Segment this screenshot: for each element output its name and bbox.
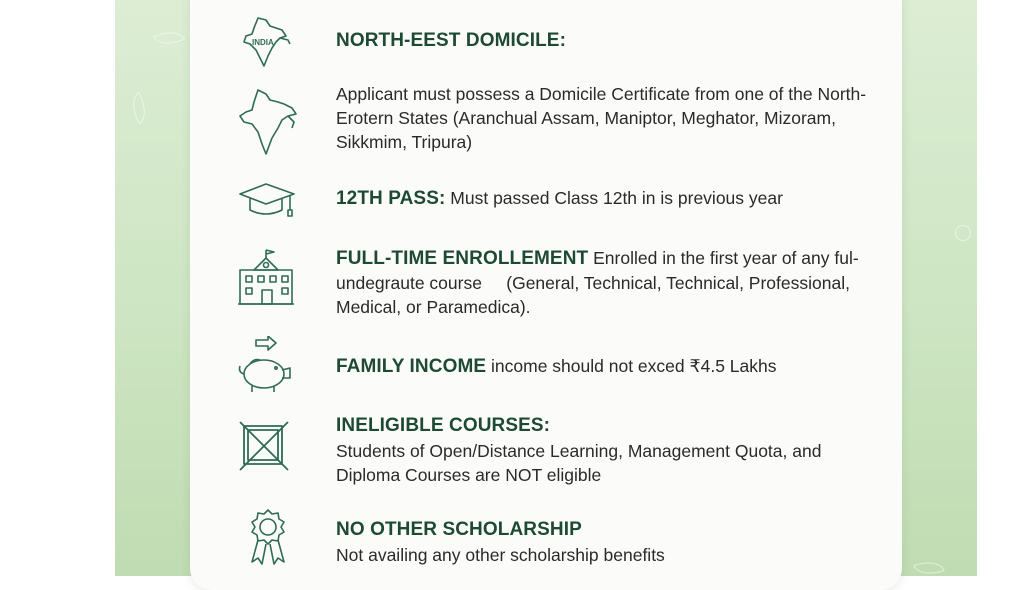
college-building-icon: [236, 248, 296, 310]
family-income-heading: FAMILY INCOME: [336, 356, 487, 377]
india-map-icon: [236, 86, 296, 158]
north-east-domicile-heading: NORTH-EEST DOMICILE:: [336, 30, 566, 51]
india-map-label: INDIA: [252, 38, 274, 47]
no-other-scholarship-description: Not availing any other scholarship benefits: [336, 545, 665, 565]
leaf-decoration: [913, 556, 945, 576]
twelfth-pass-row: [336, 186, 896, 211]
twelfth-pass-heading: 12TH PASS:: [336, 188, 446, 209]
crossed-box-icon: [236, 418, 296, 474]
ineligible-courses-description: Students of Open/Distance Learning, Management Quota, and Diploma Courses are NOT eligible: [336, 441, 822, 485]
full-time-enrollment-heading: FULL-TIME ENROLLEMENT: [336, 248, 589, 269]
leaf-decoration: [153, 25, 185, 51]
graduation-cap-icon: [236, 182, 296, 222]
india-map-label-icon: [236, 14, 296, 72]
family-income-description: income should not exced ₹4.5 Lakhs: [491, 356, 777, 376]
domicile-description: Applicant must possess a Domicile Certificate from one of the North-Erotern States (Aranchual Assam, Maniptor, Meghator, Mizoram, Sikkmim, Tripura): [336, 84, 867, 152]
twelfth-pass-description: Must passed Class 12th in is previous year: [450, 188, 783, 208]
full-time-enrollment-description: Enrolled in the first year of any ful-undegraute course (General, Technical, Technical, Professional, Medical, or Paramedica).: [336, 248, 859, 317]
circle-decoration: [955, 225, 971, 241]
ineligible-courses-heading: INELIGIBLE COURSES:: [336, 415, 551, 436]
piggy-bank-icon: [236, 336, 296, 394]
leaf-decoration: [125, 92, 153, 124]
full-time-enrollment-row: [336, 246, 892, 319]
no-other-scholarship-heading: NO OTHER SCHOLARSHIP: [336, 519, 582, 540]
award-ribbon-icon: [236, 508, 296, 572]
family-income-row: [336, 354, 896, 379]
